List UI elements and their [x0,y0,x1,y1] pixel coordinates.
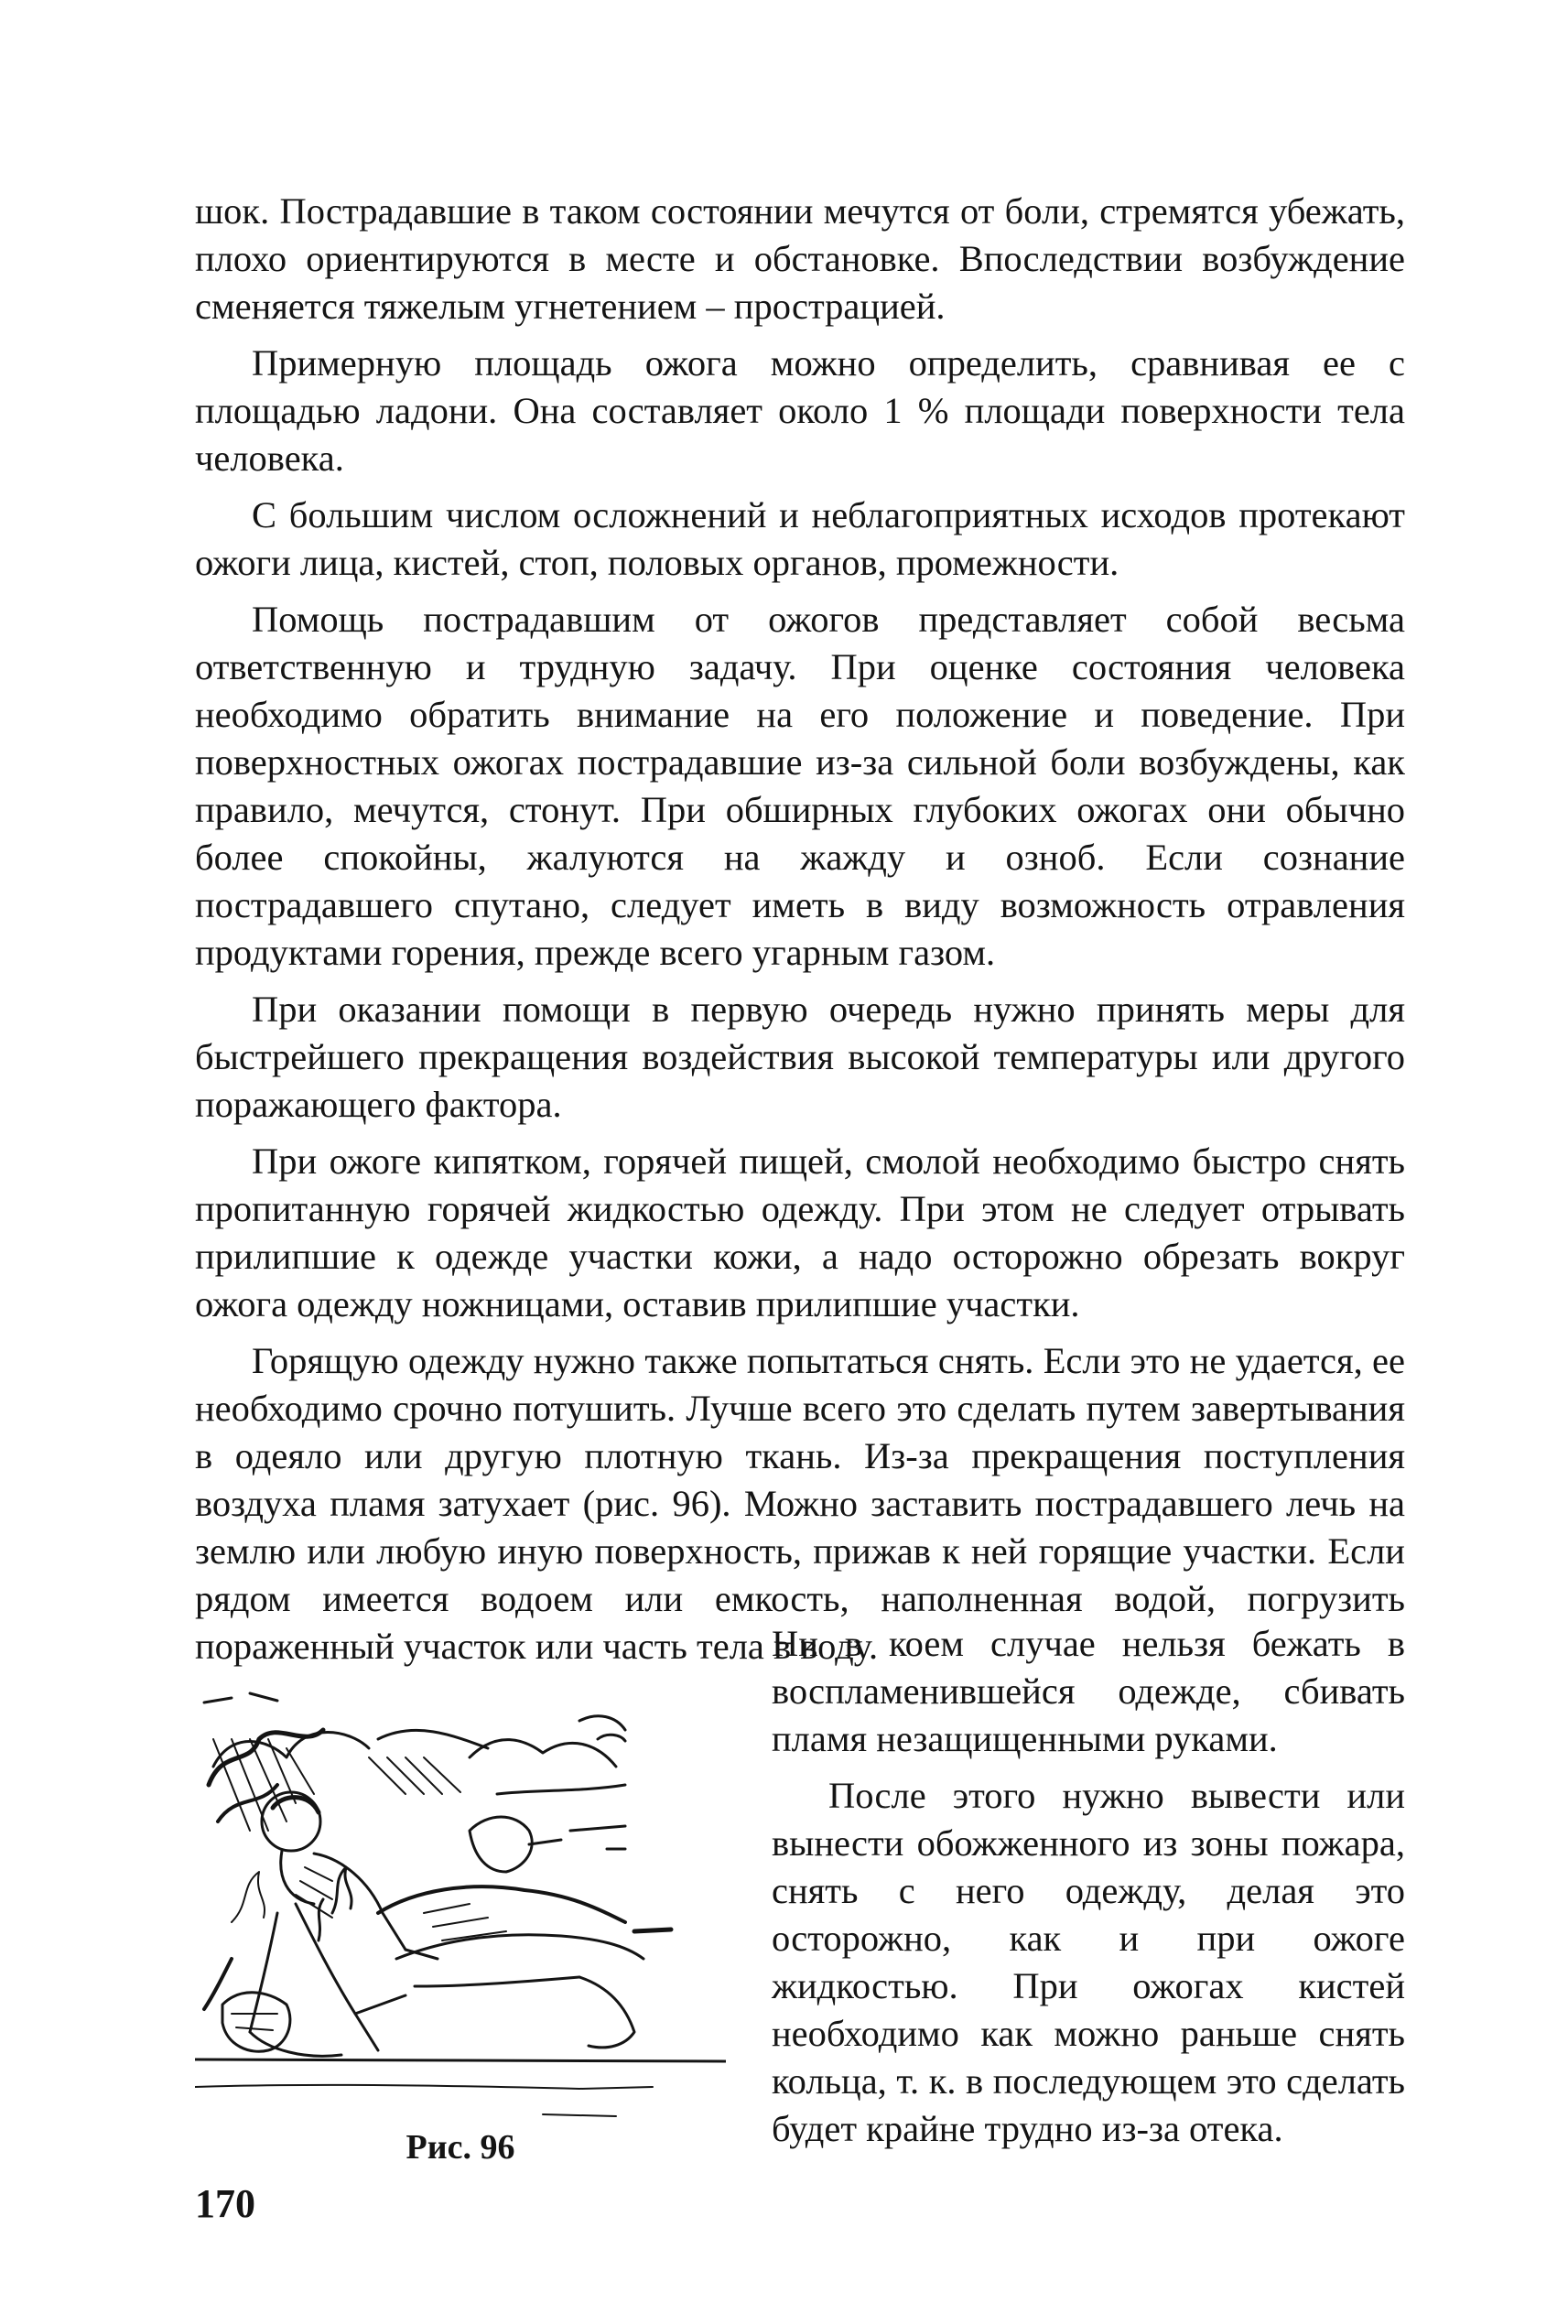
person-smothering-flames-illustration-icon [195,1684,726,2124]
paragraph-5: При оказании помощи в первую очередь нужно принять меры для быстрейшего прекращения воздействия высокой температуры или другого поражающего фактора. [195,989,1405,1125]
main-text [195,188,1405,1680]
side-paragraph-2: После этого нужно вывести или вынести обожженного из зоны пожара, снять с него одежду, делая это осторожно, как и при ожоге жидкостью. При ожогах кистей необходимо как можно раньше снять кольца, т. к. в последующем это сделать будет крайне трудно из-за отека. [772,1775,1405,2149]
page-number: 170 [195,2181,255,2226]
paragraph-1: шок. Пострадавшие в таком состоянии мечутся от боли, стремятся убежать, плохо ориентируются в месте и обстановке. Впоследствии возбуждение сменяется тяжелым угнетением – прострацией. [195,190,1405,327]
paragraph-3: С большим числом осложнений и неблагоприятных исходов протекают ожоги лица, кистей, стоп, половых органов, промежности. [195,494,1405,583]
figure-and-sidebar [195,1620,1405,2169]
figure-caption: Рис. 96 [406,2128,515,2167]
side-paragraph-1: Ни в коем случае нельзя бежать в воспламенившейся одежде, сбивать пламя незащищенными руками. [772,1623,1405,1759]
paragraph-7: Горящую одежду нужно также попытаться снять. Если это не удается, ее необходимо срочно потушить. Лучше всего это сделать путем завертывания в одеяло или другую плотную ткань. Из-за прекращения поступления воздуха пламя затухает (рис. 96). Можно заставить пострадавшего лечь на землю или любую иную поверхность, прижав к ней горящие участки. Если рядом имеется водоем или емкость, наполненная водой, погрузить пораженный участок или часть тела в воду. [195,1340,1405,1667]
paragraph-4: Помощь пострадавшим от ожогов представляет собой весьма ответственную и трудную задачу. При оценке состояния человека необходимо обратить внимание на его положение и поведение. При поверхностных ожогах пострадавшие из-за сильной боли возбуждены, как правило, мечутся, стонут. При обширных глубоких ожогах они обычно более спокойны, жалуются на жажду и озноб. Если сознание пострадавшего спутано, следует иметь в виду возможность отравления продуктами горения, прежде всего угарным газом. [195,599,1405,973]
paragraph-2: Примерную площадь ожога можно определить, сравнивая ее с площадью ладони. Она составляет около 1 % площади поверхности тела человека. [195,342,1405,479]
paragraph-6: При ожоге кипятком, горячей пищей, смолой необходимо быстро снять пропитанную горячей жидкостью одежду. При этом не следует отрывать прилипшие к одежде участки кожи, а надо осторожно обрезать вокруг ожога одежду ножницами, оставив прилипшие участки. [195,1140,1405,1324]
figure-96 [195,1684,726,2142]
side-text [772,1620,1405,2162]
